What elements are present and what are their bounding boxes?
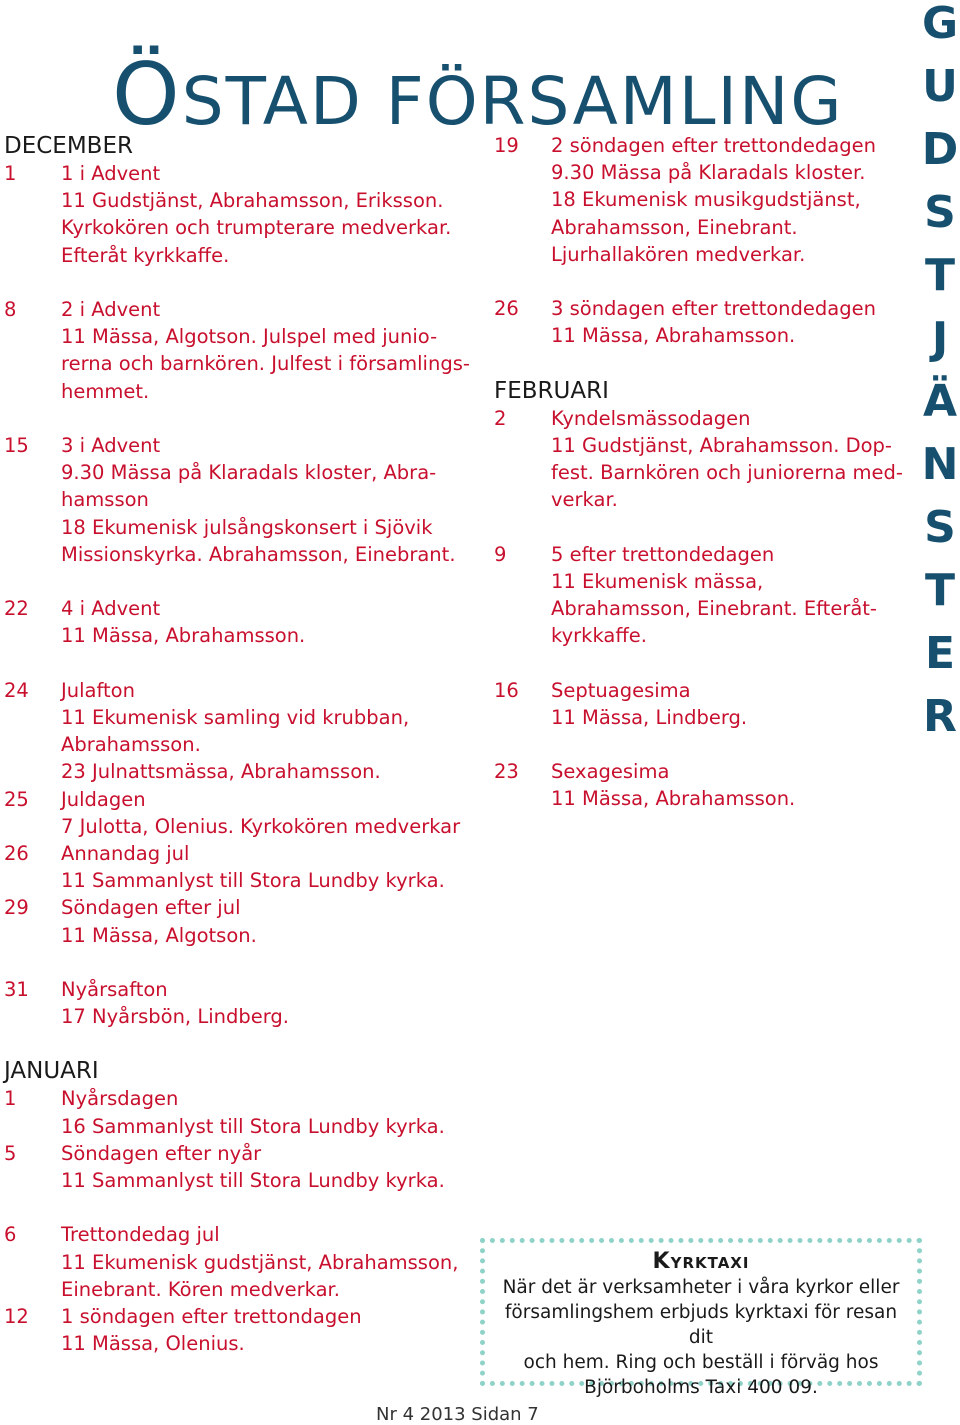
entry-detail: verkar. bbox=[551, 488, 618, 512]
page-title bbox=[112, 45, 844, 145]
entry-detail: 11 Mässa, Abrahamsson. bbox=[551, 324, 796, 348]
entry-detail: 17 Nyårsbön, Lindberg. bbox=[61, 1005, 289, 1029]
entry-day-name: 1 söndagen efter trettondagen bbox=[61, 1305, 362, 1329]
side-letter: U bbox=[922, 61, 958, 112]
entry-lines bbox=[61, 1221, 464, 1303]
entry-lines bbox=[61, 894, 464, 948]
entry-detail: Kyrkokören och trumpterare medverkar. bbox=[61, 216, 452, 240]
schedule-entry bbox=[4, 595, 464, 649]
entry-lines bbox=[551, 541, 894, 650]
kyrktaxi-text bbox=[485, 1275, 917, 1400]
entry-detail: Abrahamsson. bbox=[61, 733, 201, 757]
entry-day-name: Annandag jul bbox=[61, 842, 190, 866]
title-rest: STAD FÖRSAMLING bbox=[181, 63, 844, 140]
entry-detail: fest. Barnkören och juniorerna med- bbox=[551, 461, 903, 485]
entry-date: 29 bbox=[4, 896, 29, 920]
entry-lines bbox=[61, 296, 470, 405]
entry-date: 31 bbox=[4, 978, 29, 1002]
entry-detail: rerna och barnkören. Julfest i församlings- bbox=[61, 352, 470, 376]
entry-detail: 11 Ekumenisk samling vid krubban, bbox=[61, 706, 410, 729]
side-letter: J bbox=[931, 313, 949, 364]
december-list bbox=[4, 160, 470, 1030]
schedule-entry bbox=[494, 295, 894, 349]
month-heading-december: DECEMBER bbox=[4, 133, 133, 159]
entry-day-name: Söndagen efter nyår bbox=[61, 1141, 262, 1165]
entry-detail: hemmet. bbox=[61, 379, 150, 403]
page-footer: Nr 4 2013 Sidan 7 bbox=[376, 1404, 539, 1425]
entry-day-name: 5 efter trettondedagen bbox=[551, 542, 775, 566]
side-letter: N bbox=[921, 439, 959, 490]
schedule-entry bbox=[4, 677, 464, 786]
side-letter: S bbox=[924, 187, 956, 238]
entry-day-name: Septuagesima bbox=[551, 678, 691, 702]
entry-detail: hamsson bbox=[61, 488, 149, 512]
januari-list bbox=[4, 1085, 464, 1357]
entry-date: 6 bbox=[4, 1223, 17, 1247]
entry-detail: Abrahamsson, Einebrant. bbox=[551, 215, 798, 239]
kyrktaxi-line: och hem. Ring och beställ i förväg hos bbox=[523, 1352, 879, 1373]
entry-detail: 23 Julnattsmässa, Abrahamsson. bbox=[61, 760, 381, 784]
entry-date: 15 bbox=[4, 434, 29, 457]
entry-day-name: Nyårsafton bbox=[61, 978, 168, 1002]
month-heading-februari: FEBRUARI bbox=[494, 377, 609, 404]
januari-continued-list bbox=[494, 132, 894, 350]
kyrktaxi-line: Björboholms Taxi 400 09. bbox=[584, 1377, 818, 1398]
side-letter: T bbox=[924, 250, 955, 301]
entry-date: 9 bbox=[494, 542, 507, 566]
entry-lines bbox=[551, 758, 894, 812]
entry-detail: 11 Gudstjänst, Abrahamsson, Eriksson. bbox=[61, 189, 444, 213]
entry-detail: 11 Sammanlyst till Stora Lundby kyrka. bbox=[61, 869, 445, 893]
entry-date: 1 bbox=[4, 162, 17, 185]
entry-day-name: 3 söndagen efter trettondedagen bbox=[551, 297, 876, 321]
entry-detail: 11 Sammanlyst till Stora Lundby kyrka. bbox=[61, 1169, 445, 1193]
entry-detail: Efteråt kyrkkaffe. bbox=[61, 243, 230, 267]
entry-detail: 11 Mässa, Algotson. Julspel med junio- bbox=[61, 325, 438, 349]
entry-lines bbox=[61, 160, 464, 269]
entry-detail: kyrkkaffe. bbox=[551, 624, 647, 648]
schedule-entry bbox=[4, 894, 464, 948]
entry-lines bbox=[61, 677, 464, 786]
entry-lines bbox=[61, 786, 464, 840]
schedule-entry bbox=[4, 976, 464, 1030]
entry-day-name: 4 i Advent bbox=[61, 597, 161, 621]
entry-day-name: Kyndelsmässodagen bbox=[551, 406, 751, 430]
entry-lines bbox=[61, 1303, 464, 1357]
entry-date: 22 bbox=[4, 597, 29, 621]
entry-day-name: Sexagesima bbox=[551, 760, 670, 784]
entry-lines bbox=[61, 840, 464, 894]
entry-detail: 18 Ekumenisk julsångskonsert i Sjövik bbox=[61, 515, 433, 539]
entry-date: 24 bbox=[4, 678, 29, 702]
schedule-entry bbox=[4, 160, 464, 269]
schedule-entry bbox=[494, 405, 903, 514]
entry-detail: 11 Ekumenisk mässa, bbox=[551, 569, 764, 593]
entry-date: 2 bbox=[494, 406, 507, 430]
side-letter: G bbox=[921, 0, 959, 49]
entry-detail: Abrahamsson, Einebrant. Efteråt- bbox=[551, 597, 877, 621]
entry-detail: 16 Sammanlyst till Stora Lundby kyrka. bbox=[61, 1114, 445, 1138]
entry-detail: 11 Mässa, Abrahamsson. bbox=[61, 624, 306, 648]
entry-detail: 11 Mässa, Lindberg. bbox=[551, 705, 748, 729]
entry-lines bbox=[61, 1085, 464, 1139]
kyrktaxi-title: Kyrktaxi bbox=[652, 1249, 750, 1274]
kyrktaxi-line: När det är verksamheter i våra kyrkor eller bbox=[502, 1277, 900, 1298]
entry-date: 23 bbox=[494, 760, 519, 784]
side-letter: Ä bbox=[922, 376, 958, 427]
kyrktaxi-box bbox=[480, 1238, 922, 1398]
side-title-gudstjanster bbox=[910, 0, 960, 748]
side-letter: R bbox=[923, 691, 957, 742]
entry-date: 8 bbox=[4, 298, 17, 321]
schedule-entry bbox=[4, 786, 464, 840]
schedule-entry bbox=[494, 132, 894, 268]
entry-lines bbox=[551, 295, 894, 349]
kyrktaxi-line: församlingshem erbjuds kyrktaxi för resan dit bbox=[504, 1302, 898, 1348]
entry-date: 19 bbox=[494, 134, 519, 157]
schedule-entry bbox=[4, 1303, 464, 1357]
entry-date: 25 bbox=[4, 787, 29, 811]
schedule-entry bbox=[4, 1221, 464, 1303]
entry-detail: 11 Mässa, Abrahamsson. bbox=[551, 787, 796, 811]
entry-lines bbox=[61, 976, 464, 1030]
entry-date: 26 bbox=[4, 842, 29, 866]
entry-date: 5 bbox=[4, 1141, 17, 1165]
entry-detail: Einebrant. Kören medverkar. bbox=[61, 1277, 340, 1301]
title-initial: Ö bbox=[112, 45, 182, 145]
schedule-entry bbox=[4, 1085, 464, 1139]
entry-lines bbox=[61, 1140, 464, 1194]
entry-day-name: 1 i Advent bbox=[61, 162, 161, 185]
schedule-entry bbox=[4, 1140, 464, 1194]
entry-detail: Missionskyrka. Abrahamsson, Einebrant. bbox=[61, 542, 456, 566]
entry-lines bbox=[551, 405, 903, 514]
right-column bbox=[494, 132, 903, 813]
entry-detail: 18 Ekumenisk musikgudstjänst, bbox=[551, 188, 861, 212]
schedule-entry bbox=[494, 541, 894, 650]
side-letter: D bbox=[921, 124, 959, 175]
entry-lines bbox=[551, 132, 894, 268]
entry-detail: 11 Mässa, Olenius. bbox=[61, 1332, 245, 1356]
entry-detail: 9.30 Mässa på Klaradals kloster. bbox=[551, 161, 866, 185]
schedule-entry bbox=[4, 432, 464, 568]
entry-detail: Ljurhallakören medverkar. bbox=[551, 242, 806, 266]
entry-detail: 7 Julotta, Olenius. Kyrkokören medverkar bbox=[61, 814, 461, 838]
side-letter: E bbox=[924, 628, 956, 679]
entry-lines bbox=[551, 677, 894, 731]
entry-date: 1 bbox=[4, 1087, 17, 1111]
entry-day-name: Trettondedag jul bbox=[61, 1223, 220, 1247]
entry-date: 16 bbox=[494, 678, 519, 702]
schedule-entry bbox=[4, 840, 464, 894]
month-heading-januari: JANUARI bbox=[4, 1058, 99, 1085]
februari-list bbox=[494, 405, 903, 813]
entry-detail: 9.30 Mässa på Klaradals kloster, Abra- bbox=[61, 461, 437, 485]
side-letter: S bbox=[924, 502, 956, 553]
entry-day-name: Juldagen bbox=[61, 787, 146, 811]
entry-detail: 11 Mässa, Algotson. bbox=[61, 923, 257, 947]
entry-lines bbox=[61, 595, 464, 649]
entry-day-name: 2 i Advent bbox=[61, 298, 161, 321]
schedule-entry bbox=[494, 758, 894, 812]
entry-day-name: Julafton bbox=[61, 678, 135, 702]
schedule-entry bbox=[4, 296, 470, 405]
entry-detail: 11 Ekumenisk gudstjänst, Abrahamsson, bbox=[61, 1250, 459, 1274]
entry-lines bbox=[61, 432, 464, 568]
schedule-entry bbox=[494, 677, 894, 731]
entry-day-name: Söndagen efter jul bbox=[61, 896, 241, 920]
side-letter: T bbox=[924, 565, 955, 616]
entry-date: 12 bbox=[4, 1305, 29, 1329]
entry-date: 26 bbox=[494, 297, 519, 321]
entry-day-name: 2 söndagen efter trettondedagen bbox=[551, 134, 876, 157]
entry-day-name: 3 i Advent bbox=[61, 434, 161, 457]
entry-detail: 11 Gudstjänst, Abrahamsson. Dop- bbox=[551, 433, 892, 457]
left-column bbox=[4, 132, 470, 1357]
entry-day-name: Nyårsdagen bbox=[61, 1087, 179, 1111]
